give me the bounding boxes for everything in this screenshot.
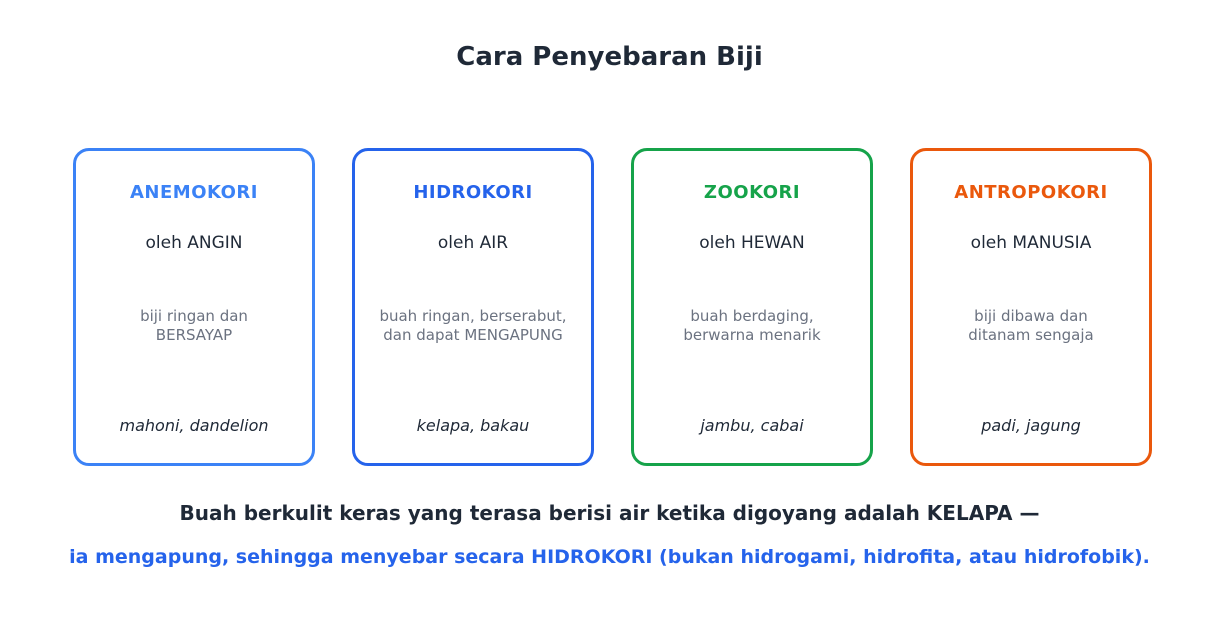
card-anemokori: [73, 148, 315, 466]
card-description-line: buah berdaging,: [690, 307, 814, 325]
conclusion-explanation: ia mengapung, sehingga menyebar secara HIDROKORI (bukan hidrogami, hidrofita, atau hidrofobik).: [69, 546, 1150, 568]
card-agent: oleh ANGIN: [145, 233, 243, 253]
card-description: [365, 307, 581, 345]
card-zookori: [631, 148, 873, 466]
conclusion-statement: Buah berkulit keras yang terasa berisi air ketika digoyang adalah KELAPA —: [179, 501, 1040, 525]
card-description-line: ditanam sengaja: [968, 326, 1094, 344]
card-description-line: buah ringan, berserabut,: [379, 307, 567, 325]
card-example: padi, jagung: [981, 416, 1081, 435]
card-hidrokori: [352, 148, 594, 466]
card-title: ANEMOKORI: [129, 182, 258, 203]
card-antropokori: [910, 148, 1152, 466]
card-agent: oleh HEWAN: [699, 233, 805, 253]
card-example: jambu, cabai: [700, 416, 804, 435]
card-title: ZOOKORI: [703, 182, 801, 203]
card-description-line: BERSAYAP: [155, 326, 233, 344]
card-description: [923, 307, 1139, 345]
card-description-line: berwarna menarik: [683, 326, 821, 344]
card-example: kelapa, bakau: [416, 416, 530, 435]
page-title: Cara Penyebaran Biji: [456, 42, 763, 72]
card-description: [86, 307, 302, 345]
card-description: [644, 307, 860, 345]
card-title: ANTROPOKORI: [954, 182, 1108, 203]
card-title: HIDROKORI: [413, 182, 533, 203]
card-description-line: dan dapat MENGAPUNG: [383, 326, 563, 344]
card-description-line: biji ringan dan: [140, 307, 248, 325]
card-agent: oleh AIR: [437, 233, 509, 253]
card-description-line: biji dibawa dan: [974, 307, 1088, 325]
card-example: mahoni, dandelion: [119, 416, 269, 435]
card-agent: oleh MANUSIA: [970, 233, 1092, 253]
